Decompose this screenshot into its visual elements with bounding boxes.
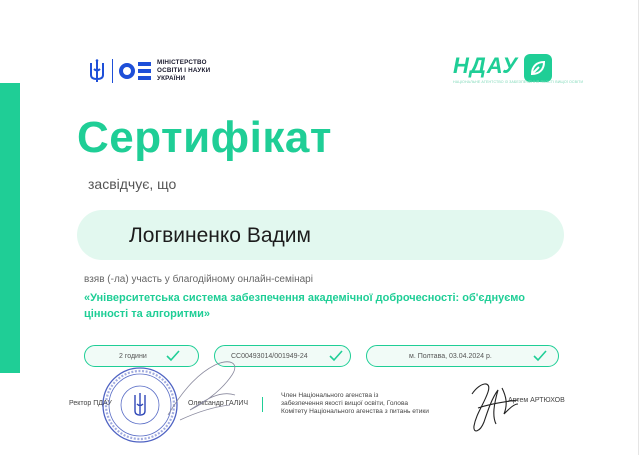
seminar-title: «Університетська система забезпечення академічної доброчесності: об'єднуємо цінності та алгоритми»	[84, 292, 525, 320]
place-date: м. Полтава, 03.04.2024 р.	[409, 352, 492, 360]
certifies-text: засвідчує, що	[88, 176, 177, 192]
recipient-name: Логвиненко Вадим	[129, 224, 311, 247]
participation-text: взяв (-ла) участь у благодійному онлайн-семінарі	[84, 274, 313, 285]
leaf-icon	[524, 54, 552, 82]
certificate-title: Сертифікат	[77, 113, 332, 162]
hours-value: 2 години	[119, 352, 147, 360]
check-icon	[533, 350, 547, 362]
ministry-mark-icon	[119, 62, 151, 80]
place-date-chip	[366, 345, 559, 367]
logo-separator	[112, 59, 113, 83]
signature-divider	[262, 397, 263, 412]
ministry-name: МІНІСТЕРСТВО ОСВІТИ І НАУКИ УКРАЇНИ	[157, 59, 211, 82]
check-icon	[329, 350, 343, 362]
rector-name: Олександр ГАЛИЧ	[188, 400, 249, 407]
left-accent-bar	[0, 83, 20, 373]
member-name: Артем АРТЮХОВ	[508, 397, 565, 404]
member-title: Член Національного агенства із забезпечення якості вищої освіти, Голова Комітету Національного агенства з питань етики	[281, 392, 429, 416]
recipient-name-box	[77, 210, 564, 260]
ndau-subtitle: НАЦІОНАЛЬНЕ АГЕНТСТВО ІЗ ЗАБЕЗПЕЧЕННЯ ЯКОСТІ ВИЩОЇ ОСВІТИ	[453, 80, 584, 84]
certificate-number: СС00493014/001949-24	[231, 352, 308, 360]
member-signature-icon	[462, 374, 524, 438]
ministry-logo	[88, 56, 210, 86]
ndau-logo-text: НДАУ	[453, 53, 519, 78]
rector-signature-icon	[160, 355, 250, 430]
ndau-logo	[453, 53, 584, 84]
trident-icon	[88, 58, 106, 84]
rector-label: Ректор ПДАУ	[69, 400, 112, 407]
